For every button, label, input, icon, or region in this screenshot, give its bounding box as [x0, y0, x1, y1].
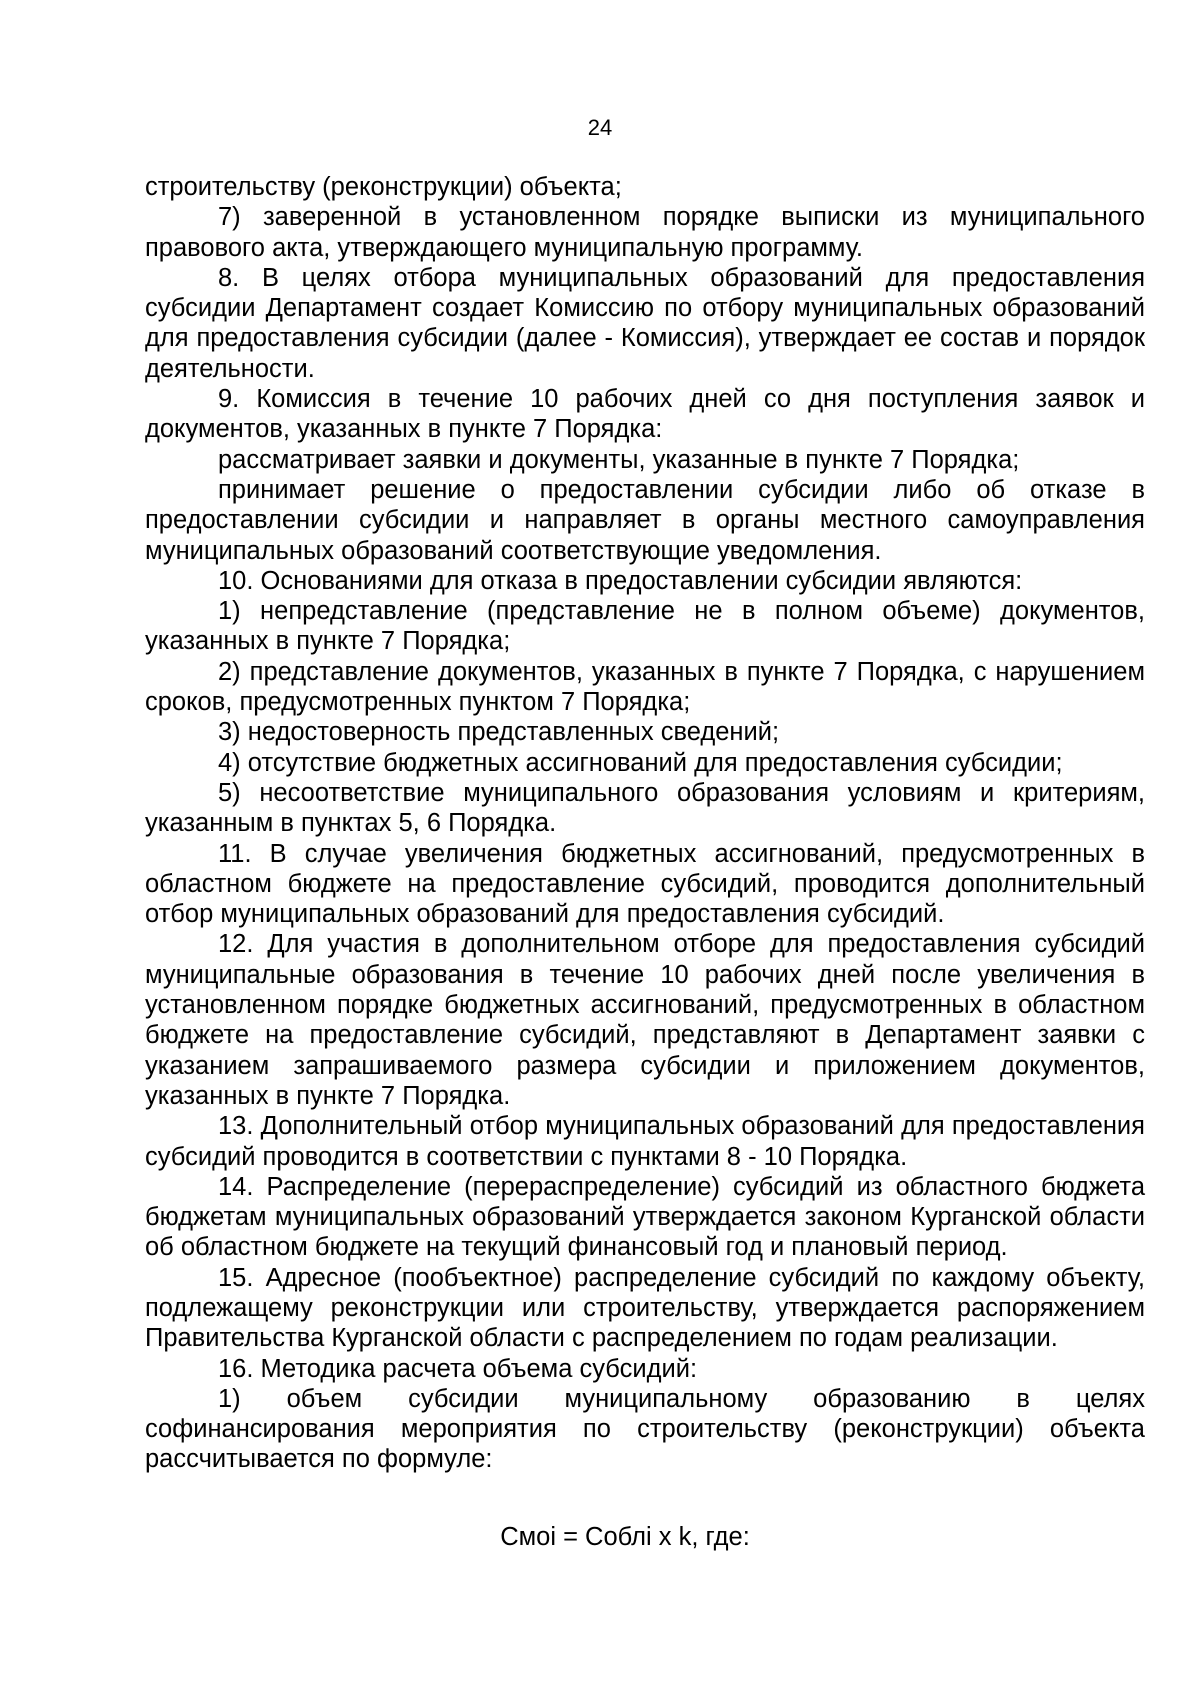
paragraph: 11. В случае увеличения бюджетных ассигнований, предусмотренных в областном бюджете на предоставление субсидий, проводится дополнительный отбор муниципальных образований для предоставления субсидий. [145, 839, 1145, 929]
paragraph: 15. Адресное (пообъектное) распределение субсидий по каждому объекту, подлежащему реконструкции или строительству, утверждается распоряжением Правительства Курганской области с распределением по годам реализации. [145, 1263, 1145, 1353]
paragraph: 13. Дополнительный отбор муниципальных образований для предоставления субсидий проводится в соответствии с пунктами 8 - 10 Порядка. [145, 1112, 1145, 1171]
page-number: 24 [587, 115, 613, 140]
paragraph: 5) несоответствие муниципального образования условиям и критериям, указанным в пунктах 5, 6 Порядка. [145, 778, 1145, 838]
paragraph: рассматривает заявки и документы, указанные в пункте 7 Порядка; [218, 445, 1020, 474]
paragraph: 9. Комиссия в течение 10 рабочих дней со дня поступления заявок и документов, указанных в пункте 7 Порядка: [145, 385, 1145, 444]
paragraph: 3) недостоверность представленных сведений; [218, 718, 780, 747]
paragraph: 2) представление документов, указанных в пункте 7 Порядка, с нарушением сроков, предусмотренных пунктом 7 Порядка; [145, 657, 1145, 717]
paragraph: 16. Методика расчета объема субсидий: [218, 1354, 698, 1383]
paragraph: 10. Основаниями для отказа в предоставлении субсидии являются: [218, 566, 1023, 595]
paragraph: 1) непредставление (представление не в полном объеме) документов, указанных в пункте 7 Порядка; [145, 597, 1145, 656]
paragraph: 14. Распределение (перераспределение) субсидий из областного бюджета бюджетам муниципальных образований утверждается законом Курганской области об областном бюджете на текущий финансовый год и плановый период. [145, 1172, 1145, 1262]
paragraph: 1) объем субсидии муниципальному образованию в целях софинансирования мероприятия по строительству (реконструкции) объекта рассчитывается по формуле: [145, 1384, 1145, 1474]
paragraph: принимает решение о предоставлении субсидии либо об отказе в предоставлении субсидии и направляет в органы местного самоуправления муниципальных образований соответствующие уведомления. [145, 475, 1145, 565]
paragraph: 12. Для участия в дополнительном отборе для предоставления субсидий муниципальные образования в течение 10 рабочих дней после увеличения в установленном порядке бюджетных ассигнований, предусмотренных в областном бюджете на предоставление субсидий, представляют в Департамент заявки с указанием запрашиваемого размера субсидии и приложением документов, указанных в пункте 7 Порядка. [145, 930, 1145, 1110]
formula: Смоi = Соблi x k, где: [500, 1523, 750, 1551]
document-body [145, 172, 1145, 1475]
paragraph: 8. В целях отбора муниципальных образований для предоставления субсидии Департамент создает Комиссию по отбору муниципальных образований для предоставления субсидии (далее - Комиссия), утверждает ее состав и порядок деятельности. [145, 263, 1145, 383]
paragraph: 4) отсутствие бюджетных ассигнований для предоставления субсидии; [218, 748, 1063, 777]
paragraph: строительству (реконструкции) объекта; [145, 173, 622, 201]
paragraph: 7) заверенной в установленном порядке выписки из муниципального правового акта, утверждающего муниципальную программу. [145, 203, 1145, 262]
